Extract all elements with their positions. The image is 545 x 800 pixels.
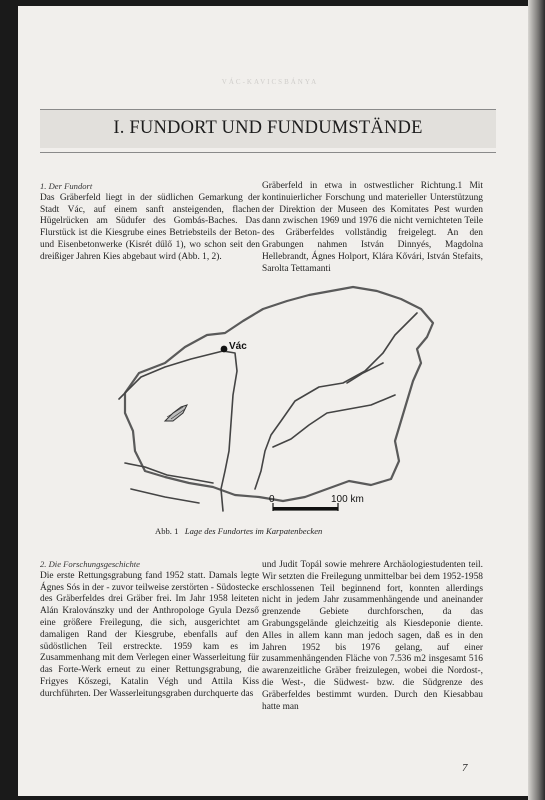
- scale-label-end: 100 km: [331, 494, 364, 505]
- scale-label-start: 0: [269, 494, 275, 505]
- river-tisza: [255, 313, 417, 489]
- section2-right-text: und Judit Topál sowie mehrere Archäologiestudenten teil. Wir setzten die Freilegung unmittelbar bei dem 1952-1958 erschlossenen Teil beginnend fort, konnten allerdings nicht in jedem Jahr zusammenhängende und aneinander grenzende Gebiete durchforschen, da das Grabungsgelände gleichzeitig als Kiesdeponie diente. Alles in allem kann man jedoch sagen, daß es in den Jahren 1952 bis 1976 gelang, auf einer zusammenhängenden Fläche von 7.536 m2 insgesamt 516 awarenzeitliche Gräber freizulegen, wobei die Nordost-, die West-, die Südwest- bzw. die Südgrenze des Gräberfeldes bestimmt wurden. Durch den Kiesabbau hatte man: [262, 560, 483, 712]
- section2-left-column: [40, 559, 259, 701]
- chapter-title: I. FUNDORT UND FUNDUMSTÄNDE: [113, 118, 423, 138]
- section2-heading: 2. Die Forschungsgeschichte: [40, 559, 140, 569]
- section1-left-text: Das Gräberfeld liegt in der südlichen Gemarkung der Stadt Vác, auf einem sanft ansteigenden, flachen Hügelrücken am Südufer des Gombás-Baches. Das Flurstück ist die Kiesgrube eines Betriebsteils der Beton- und Eisenbetonwerke (Kisrét dűlő 1), wo schon seit den dreißiger Jahren Kies abgebaut wird (Abb. 1, 2).: [40, 192, 260, 262]
- section1-heading: 1. Der Fundort: [40, 181, 93, 191]
- caption-text: Lage des Fundortes im Karpatenbecken: [184, 526, 323, 536]
- section2-right-column: [262, 560, 483, 713]
- city-label-vac: Vác: [229, 341, 247, 352]
- page-edge: [528, 0, 545, 800]
- river-mures: [273, 395, 395, 447]
- section1-right-text: Gräberfeld in etwa in ostwestlicher Richtung.1 Mit kontinuierlicher Forschung und materieller Unterstützung der Direktion der Museen des Komitates Pest wurden dann zwischen 1969 und 1976 die nicht vernichteten Teile des Gräberfeldes vollständig freigelegt. An den Grabungen nahmen István Dinnyés, Magdolna Hellebrandt, Ágnes Holport, Klára Kővári, István Stefaits, Sarolta Tettamanti: [262, 181, 483, 274]
- river-drava: [125, 463, 213, 483]
- section1-left-column: [40, 181, 260, 264]
- river-sava: [131, 489, 199, 503]
- city-marker-vac: [221, 346, 228, 353]
- river-koros: [347, 363, 383, 383]
- page-number: 7: [462, 762, 468, 774]
- title-rule-bottom: [40, 152, 496, 153]
- scale-bar: [273, 503, 338, 511]
- map-figure: [95, 275, 455, 525]
- caption-prefix: Abb. 1: [155, 526, 179, 536]
- basin-outline: [125, 287, 433, 501]
- figure-caption: [155, 526, 395, 536]
- section1-right-column: [262, 181, 483, 275]
- lake-balaton: [165, 405, 187, 421]
- section2-left-text: Die erste Rettungsgrabung fand 1952 statt. Damals legte Ágnes Sós in der - zuvor teilweise zerstörten - Südostecke des Gräberfeldes drei Gräber frei. Im Jahr 1958 leiteten Alán Kralovánszky und der Anthropologe Gyula Dezső eine größere Freilegung, die sich, ausgerichtet am damaligen Rand der Kiesgrube, ebenfalls auf den südöstlichen Teil erstreckte. 1959 kam es im Zusammenhang mit dem Verlegen einer Wasserleitung für das Forte-Werk erneut zu einer Rettungsgrabung, die Frigyes Kőszegi, Katalin Végh und Attila Kiss durchführten. Der Wasserleitungsgraben durchquerte das: [40, 570, 259, 699]
- running-header-bleed: VÁC-KAVICSBÁNYA: [221, 78, 319, 86]
